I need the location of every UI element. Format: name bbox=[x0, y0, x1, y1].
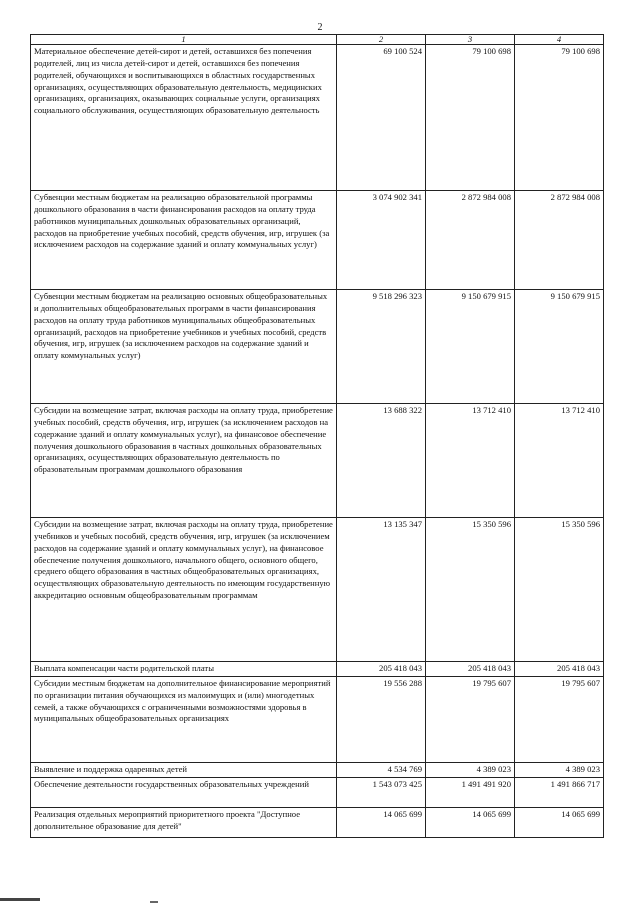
column-header-1: 1 bbox=[31, 35, 337, 45]
row-value-col4: 19 795 607 bbox=[515, 676, 604, 762]
row-value-col4: 4 389 023 bbox=[515, 762, 604, 777]
row-value-col3: 1 491 491 920 bbox=[426, 777, 515, 807]
header-row bbox=[31, 35, 604, 45]
row-value-col3: 4 389 023 bbox=[426, 762, 515, 777]
table-row bbox=[31, 518, 604, 662]
row-description: Субсидии на возмещение затрат, включая расходы на оплату труда, приобретение учебных пособий, средств обучения, игр, игрушек (за исключением расходов на содержание зданий и оплату коммунальных услуг), на финансовое обеспечение получения дошкольного образования в частных дошкольных образовательных организациях, осуществляющих образовательную деятельность по образовательным программам дошкольного образования bbox=[31, 404, 337, 518]
row-value-col2: 14 065 699 bbox=[337, 807, 426, 837]
row-value-col3: 2 872 984 008 bbox=[426, 191, 515, 290]
table-row bbox=[31, 191, 604, 290]
table-row bbox=[31, 290, 604, 404]
table-row bbox=[31, 45, 604, 191]
row-value-col3: 14 065 699 bbox=[426, 807, 515, 837]
column-header-2: 2 bbox=[337, 35, 426, 45]
row-value-col2: 1 543 073 425 bbox=[337, 777, 426, 807]
table-row bbox=[31, 762, 604, 777]
row-description: Материальное обеспечение детей-сирот и детей, оставшихся без попечения родителей, лиц из числа детей-сирот и детей, оставшихся без попечения родителей, обучающихся и воспитывающихся в областных государственных организациях, осуществляющих образовательную деятельность, медицинских организациях, организациях, оказывающих социальные услуги, организациях социального обслуживания, осуществляющих образовательную деятельность bbox=[31, 45, 337, 191]
row-description: Субвенции местным бюджетам на реализацию образовательной программы дошкольного образования в части финансирования расходов на оплату труда работников муниципальных дошкольных образовательных организаций, расходов на приобретение учебных пособий, средств обучения, игр, игрушек (за исключением расходов на содержание зданий и оплату коммунальных услуг) bbox=[31, 191, 337, 290]
table-row bbox=[31, 807, 604, 837]
column-header-3: 3 bbox=[426, 35, 515, 45]
row-value-col3: 15 350 596 bbox=[426, 518, 515, 662]
column-header-4: 4 bbox=[515, 35, 604, 45]
row-value-col2: 13 135 347 bbox=[337, 518, 426, 662]
row-value-col2: 9 518 296 323 bbox=[337, 290, 426, 404]
row-value-col3: 205 418 043 bbox=[426, 662, 515, 677]
page-number: 2 bbox=[317, 22, 323, 33]
row-value-col2: 3 074 902 341 bbox=[337, 191, 426, 290]
row-description: Обеспечение деятельности государственных образовательных учреждений bbox=[31, 777, 337, 807]
row-description: Субсидии на возмещение затрат, включая расходы на оплату труда, приобретение учебников и учебных пособий, средств обучения, игр, игрушек (за исключением расходов на содержание зданий и оплату коммунальных услуг), на финансовое обеспечение получения дошкольного, начального общего, основного общего, среднего общего образования в частных общеобразовательных организациях, осуществляющих образовательную деятельность по имеющим государственную аккредитацию основным общеобразовательным программам bbox=[31, 518, 337, 662]
row-value-col2: 13 688 322 bbox=[337, 404, 426, 518]
row-value-col4: 205 418 043 bbox=[515, 662, 604, 677]
row-value-col4: 79 100 698 bbox=[515, 45, 604, 191]
row-value-col2: 19 556 288 bbox=[337, 676, 426, 762]
row-value-col4: 15 350 596 bbox=[515, 518, 604, 662]
row-description: Субвенции местным бюджетам на реализацию основных общеобразовательных и дополнительных общеобразовательных программ в части финансирования расходов на оплату труда работников муниципальных общеобразовательных организаций, расходов на приобретение учебников и учебных пособий, средств обучения, игр, игрушек (за исключением расходов на содержание зданий и оплату коммунальных услуг) bbox=[31, 290, 337, 404]
table-row bbox=[31, 404, 604, 518]
row-value-col4: 2 872 984 008 bbox=[515, 191, 604, 290]
row-value-col3: 79 100 698 bbox=[426, 45, 515, 191]
budget-table bbox=[30, 34, 604, 838]
row-value-col4: 1 491 866 717 bbox=[515, 777, 604, 807]
row-description: Субсидии местным бюджетам на дополнительное финансирование мероприятий по организации питания обучающихся из малоимущих и (или) многодетных семей, а также обучающихся с ограниченными возможностями здоровья в муниципальных общеобразовательных организациях bbox=[31, 676, 337, 762]
row-value-col3: 9 150 679 915 bbox=[426, 290, 515, 404]
row-value-col4: 14 065 699 bbox=[515, 807, 604, 837]
row-value-col2: 205 418 043 bbox=[337, 662, 426, 677]
row-description: Выплата компенсации части родительской платы bbox=[31, 662, 337, 677]
row-description: Реализация отдельных мероприятий приоритетного проекта "Доступное дополнительное образование для детей" bbox=[31, 807, 337, 837]
table-row bbox=[31, 662, 604, 677]
scan-artifact bbox=[0, 898, 40, 901]
row-value-col3: 19 795 607 bbox=[426, 676, 515, 762]
row-value-col2: 69 100 524 bbox=[337, 45, 426, 191]
scan-artifact bbox=[150, 901, 158, 903]
table-row bbox=[31, 777, 604, 807]
row-value-col4: 9 150 679 915 bbox=[515, 290, 604, 404]
row-value-col4: 13 712 410 bbox=[515, 404, 604, 518]
row-description: Выявление и поддержка одаренных детей bbox=[31, 762, 337, 777]
table-row bbox=[31, 676, 604, 762]
row-value-col2: 4 534 769 bbox=[337, 762, 426, 777]
row-value-col3: 13 712 410 bbox=[426, 404, 515, 518]
